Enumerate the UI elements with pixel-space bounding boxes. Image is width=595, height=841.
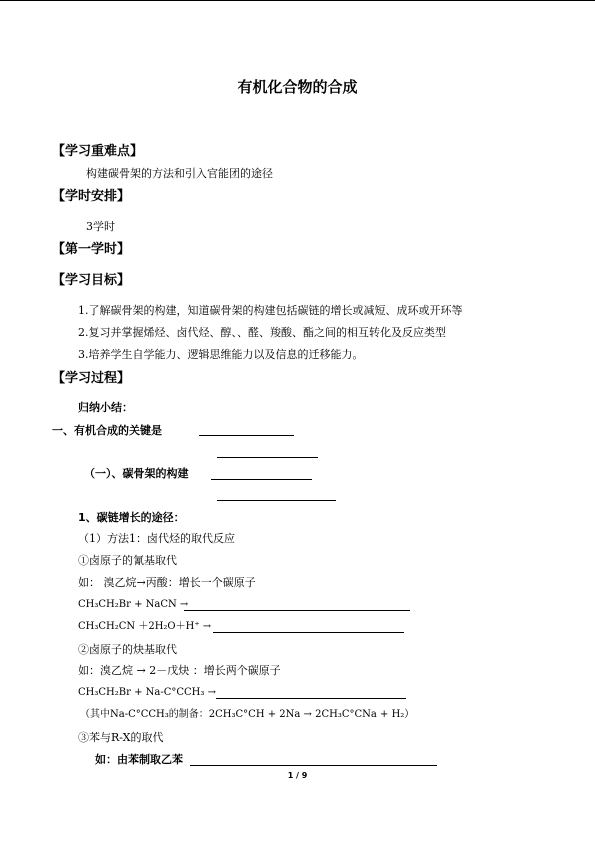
- answer-blank: [217, 457, 318, 458]
- summary-label: 归纳小结：: [78, 401, 133, 414]
- cyano-substitution-title: ①卤原子的氰基取代: [78, 554, 177, 567]
- benzene-example: 如：由苯制取乙苯: [95, 753, 183, 766]
- first-lesson-heading: 【第一学时】: [52, 242, 131, 257]
- key-point-question: 一、有机合成的关键是: [52, 424, 162, 437]
- key-points-heading: 【学习重难点】: [52, 144, 144, 159]
- document-title: 有机化合物的合成: [237, 78, 358, 96]
- process-heading: 【学习过程】: [52, 371, 131, 386]
- equation-3: CH₃CH₂Br + Na-C°CCH₃ →: [78, 687, 216, 698]
- answer-blank: [184, 610, 410, 611]
- equation-1: CH₃CH₂Br + NaCN →: [78, 599, 189, 610]
- answer-blank: [199, 435, 294, 436]
- answer-blank: [213, 632, 404, 633]
- key-points-text: 构建碳骨架的方法和引入官能团的途径: [86, 167, 273, 180]
- goal-item-2: 2.复习并掌握烯烃、卤代烃、醇、、醛、羧酸、酯之间的相互转化及反应类型: [78, 326, 446, 339]
- answer-blank: [216, 698, 406, 699]
- method-1: （1）方法1：卤代烃的取代反应: [78, 532, 235, 545]
- benzene-substitution-title: ③苯与R-X的取代: [78, 731, 164, 744]
- goals-heading: 【学习目标】: [52, 273, 131, 288]
- answer-blank: [190, 765, 437, 766]
- preparation-note: （其中Na-C°CCH₃的制备：2CH₃C°CH + 2Na → 2CH₃C°CNa + H₂）: [80, 709, 415, 720]
- chain-growth-heading: 1、碳链增长的途径：: [78, 511, 185, 524]
- page-top-rule: [0, 0, 595, 1]
- page-number: 1 / 9: [287, 771, 308, 780]
- cyano-example: 如： 溴乙烷→丙酸：增长一个碳原子: [78, 576, 256, 589]
- schedule-text: 3学时: [86, 220, 115, 233]
- schedule-heading: 【学时安排】: [52, 189, 131, 204]
- alkynyl-substitution-title: ②卤原子的炔基取代: [78, 643, 177, 656]
- answer-blank: [217, 500, 336, 501]
- answer-blank: [211, 479, 312, 480]
- alkynyl-example: 如：溴乙烷 → 2－戊炔 ：增长两个碳原子: [78, 664, 281, 677]
- goal-item-3: 3.培养学生自学能力、逻辑思维能力以及信息的迁移能力。: [78, 348, 364, 361]
- skeleton-heading: （一）、碳骨架的构建: [84, 467, 189, 480]
- goal-item-1: 1.了解碳骨架的构建，知道碳骨架的构建包括碳链的增长或减短、成环或开环等: [78, 304, 463, 317]
- equation-2: CH₃CH₂CN ＋2H₂O＋H⁺ →: [78, 621, 212, 632]
